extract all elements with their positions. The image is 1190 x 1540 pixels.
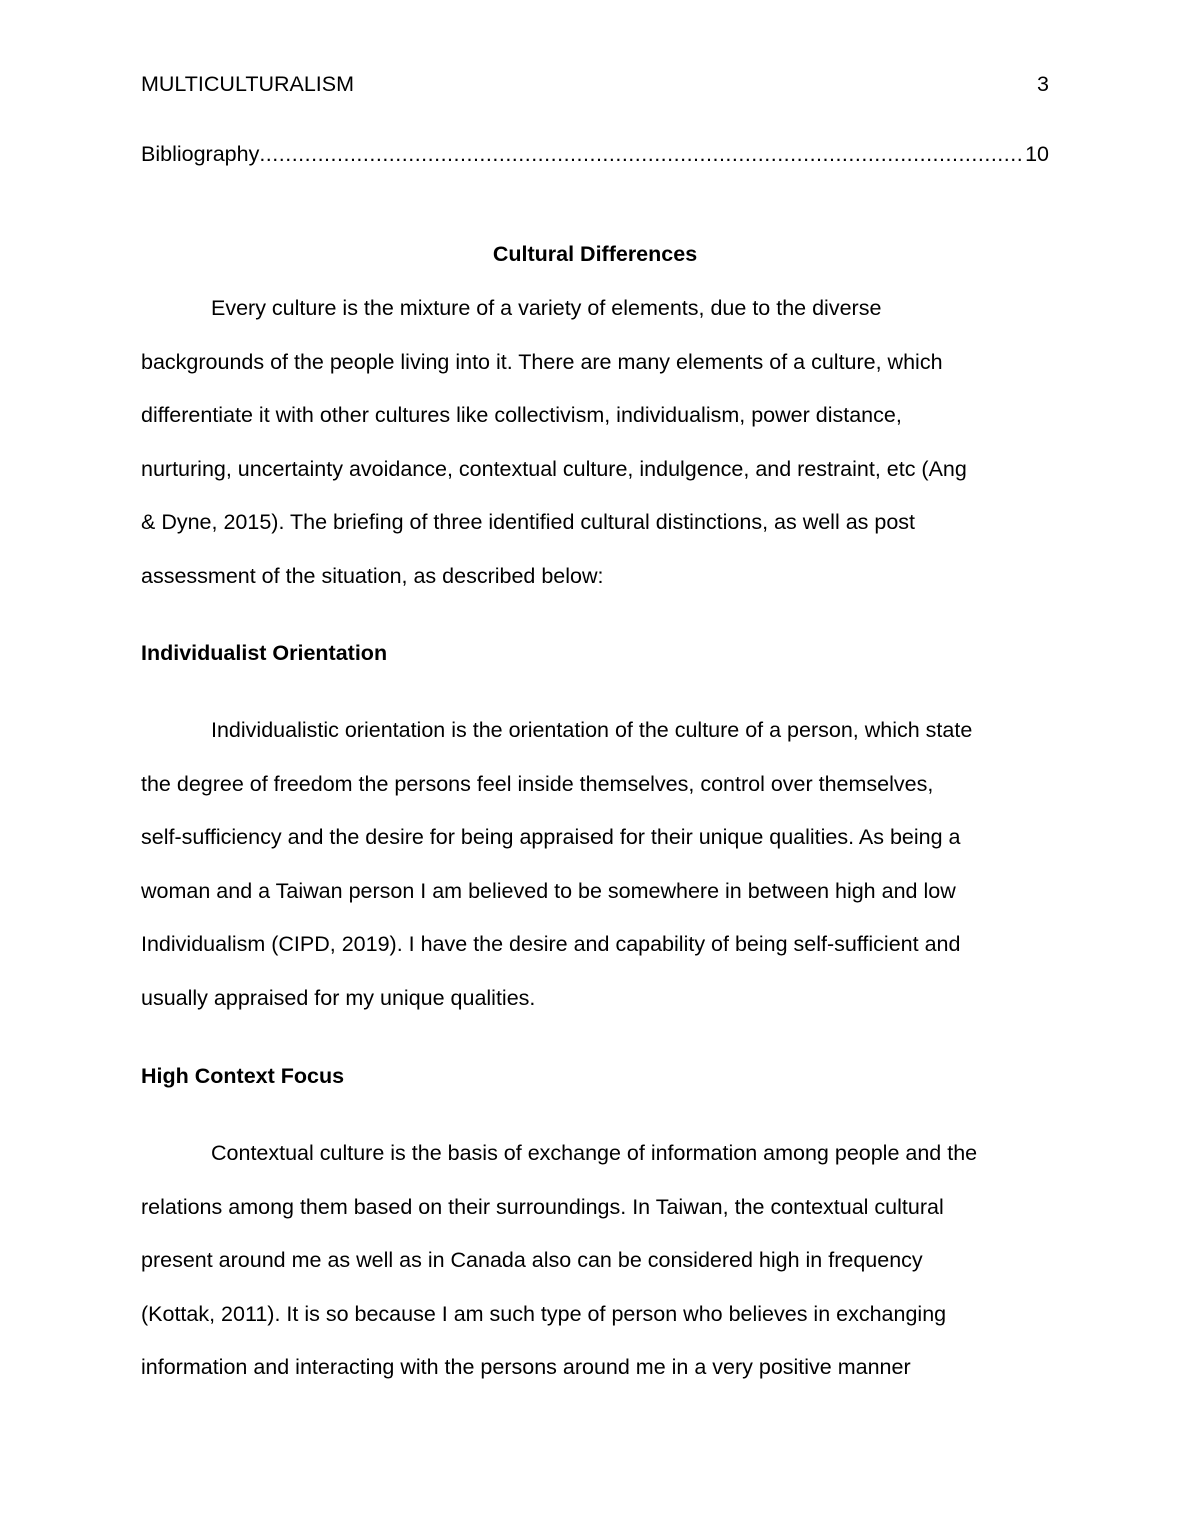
paragraph-line: usually appraised for my unique qualities. xyxy=(141,985,536,1010)
paragraph-line: relations among them based on their surroundings. In Taiwan, the contextual cultural xyxy=(141,1194,944,1219)
paragraph-line: Individualistic orientation is the orientation of the culture of a person, which state xyxy=(211,718,973,742)
paragraph-line: backgrounds of the people living into it. There are many elements of a culture, which xyxy=(141,349,943,374)
paragraph-line: differentiate it with other cultures like collectivism, individualism, power distance, xyxy=(141,403,902,428)
section-title: Cultural Differences xyxy=(492,242,698,266)
paragraph-line: the degree of freedom the persons feel inside themselves, control over themselves, xyxy=(141,771,934,796)
paragraph-line: Contextual culture is the basis of exchange of information among people and the xyxy=(211,1141,978,1165)
toc-entry-page: 10 xyxy=(1025,142,1049,166)
high-context-paragraph xyxy=(141,1139,1049,1407)
individualist-paragraph xyxy=(141,716,1049,1038)
page-number: 3 xyxy=(1037,72,1049,96)
running-title: MULTICULTURALISM xyxy=(141,72,355,96)
subsection-heading-individualist: Individualist Orientation xyxy=(141,641,388,665)
paragraph-line: nurturing, uncertainty avoidance, contextual culture, indulgence, and restraint, etc (Ang xyxy=(141,456,967,481)
running-header xyxy=(141,70,1049,98)
subsection-heading-high-context: High Context Focus xyxy=(141,1064,345,1088)
paragraph-line: Every culture is the mixture of a variety of elements, due to the diverse xyxy=(211,296,882,320)
toc-dot-leader xyxy=(259,140,1025,168)
paragraph-line: & Dyne, 2015). The briefing of three identified cultural distinctions, as well as post xyxy=(141,510,916,535)
paragraph-line: Individualism (CIPD, 2019). I have the desire and capability of being self-sufficient and xyxy=(141,932,961,957)
paragraph-line: assessment of the situation, as described below: xyxy=(141,563,604,588)
paragraph-line: self-sufficiency and the desire for being appraised for their unique qualities. As being a xyxy=(141,825,961,850)
paragraph-line: information and interacting with the persons around me in a very positive manner xyxy=(141,1355,911,1380)
paragraph-line: present around me as well as in Canada also can be considered high in frequency xyxy=(141,1248,923,1273)
toc-entry-label: Bibliography xyxy=(141,142,260,166)
toc-entry-bibliography[interactable] xyxy=(141,140,1049,168)
intro-paragraph xyxy=(141,294,1049,616)
paragraph-line: (Kottak, 2011). It is so because I am such type of person who believes in exchanging xyxy=(141,1301,947,1326)
paragraph-line: woman and a Taiwan person I am believed to be somewhere in between high and low xyxy=(141,878,956,903)
